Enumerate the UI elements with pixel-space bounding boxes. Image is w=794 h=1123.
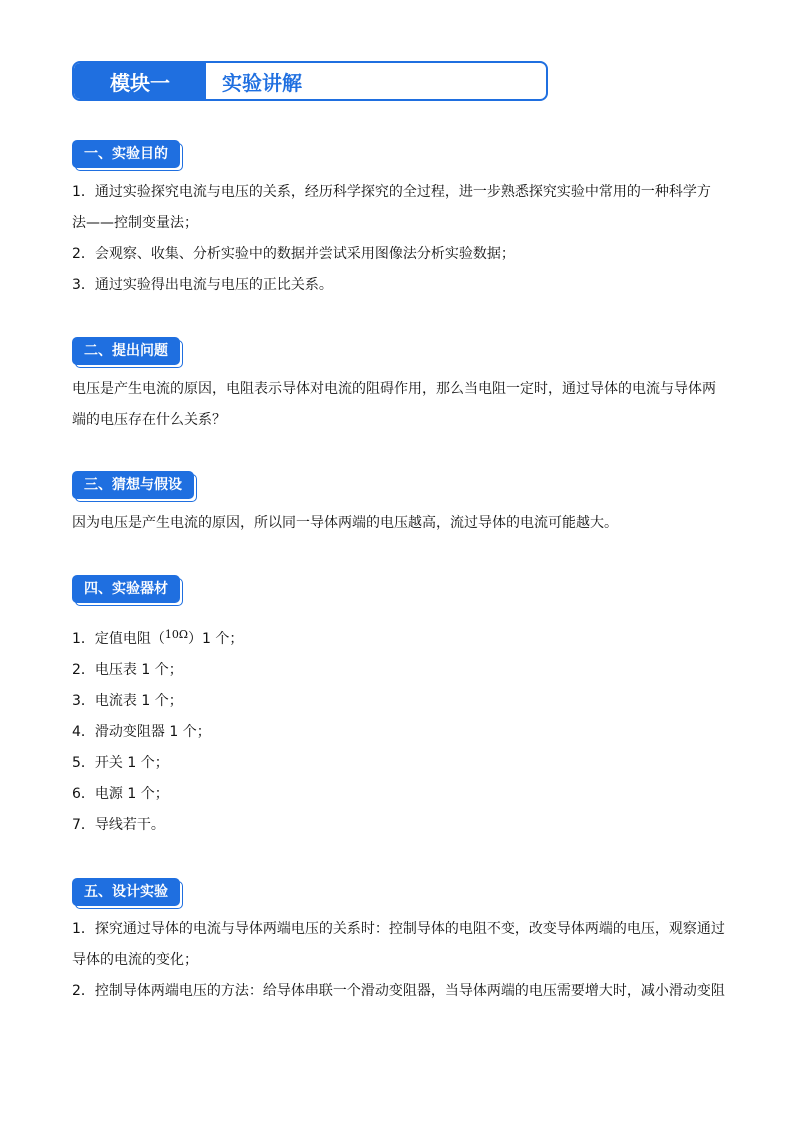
list-item-text: ）1 个； xyxy=(188,631,244,647)
section-heading-objectives xyxy=(72,140,180,168)
paragraph-line: 2．控制导体两端电压的方法：给导体串联一个滑动变阻器，当导体两端的电压需要增大时，减小滑动变阻 xyxy=(72,983,725,999)
paragraph-line: 3．通过实验得出电流与电压的正比关系。 xyxy=(72,277,333,293)
paragraph-line: 法——控制变量法； xyxy=(72,215,198,231)
list-item: 4．滑动变阻器 1 个； xyxy=(72,724,211,740)
list-item: 7．导线若干。 xyxy=(72,817,165,833)
list-item-text: 1．定值电阻（ xyxy=(72,631,165,647)
module-header xyxy=(72,61,548,101)
section-heading-label: 一、实验目的 xyxy=(72,140,180,168)
section-heading-hypothesis xyxy=(72,471,194,499)
list-item: 5．开关 1 个； xyxy=(72,755,169,771)
list-item: 6．电源 1 个； xyxy=(72,786,169,802)
paragraph-line: 1．通过实验探究电流与电压的关系，经历科学探究的全过程，进一步熟悉探究实验中常用的一种科学方 xyxy=(72,184,711,200)
paragraph-line: 因为电压是产生电流的原因，所以同一导体两端的电压越高，流过导体的电流可能越大。 xyxy=(72,515,618,531)
list-item xyxy=(72,619,724,655)
module-title: 实验讲解 xyxy=(222,70,302,95)
module-tab: 模块一 xyxy=(74,63,206,99)
section-heading-label: 三、猜想与假设 xyxy=(72,471,194,499)
hypothesis-text xyxy=(72,508,724,539)
equipment-list xyxy=(72,619,724,841)
paragraph-line: 电压是产生电流的原因，电阻表示导体对电流的阻碍作用，那么当电阻一定时，通过导体的电流与导体两 xyxy=(72,381,716,397)
section-heading-label: 二、提出问题 xyxy=(72,337,180,365)
objectives-text xyxy=(72,177,724,301)
paragraph-line: 导体的电流的变化； xyxy=(72,952,198,968)
design-text xyxy=(72,914,724,1007)
list-item: 3．电流表 1 个； xyxy=(72,693,183,709)
question-text xyxy=(72,374,724,436)
section-heading-design xyxy=(72,878,180,906)
section-heading-question xyxy=(72,337,180,365)
resistance-value: 10Ω xyxy=(164,628,189,641)
paragraph-line: 2．会观察、收集、分析实验中的数据并尝试采用图像法分析实验数据； xyxy=(72,246,515,262)
paragraph-line: 端的电压存在什么关系？ xyxy=(72,412,226,428)
section-heading-equipment xyxy=(72,575,180,603)
section-heading-label: 五、设计实验 xyxy=(72,878,180,906)
list-item: 2．电压表 1 个； xyxy=(72,662,183,678)
section-heading-label: 四、实验器材 xyxy=(72,575,180,603)
paragraph-line: 1．探究通过导体的电流与导体两端电压的关系时：控制导体的电阻不变，改变导体两端的电压，观察通过 xyxy=(72,921,725,937)
